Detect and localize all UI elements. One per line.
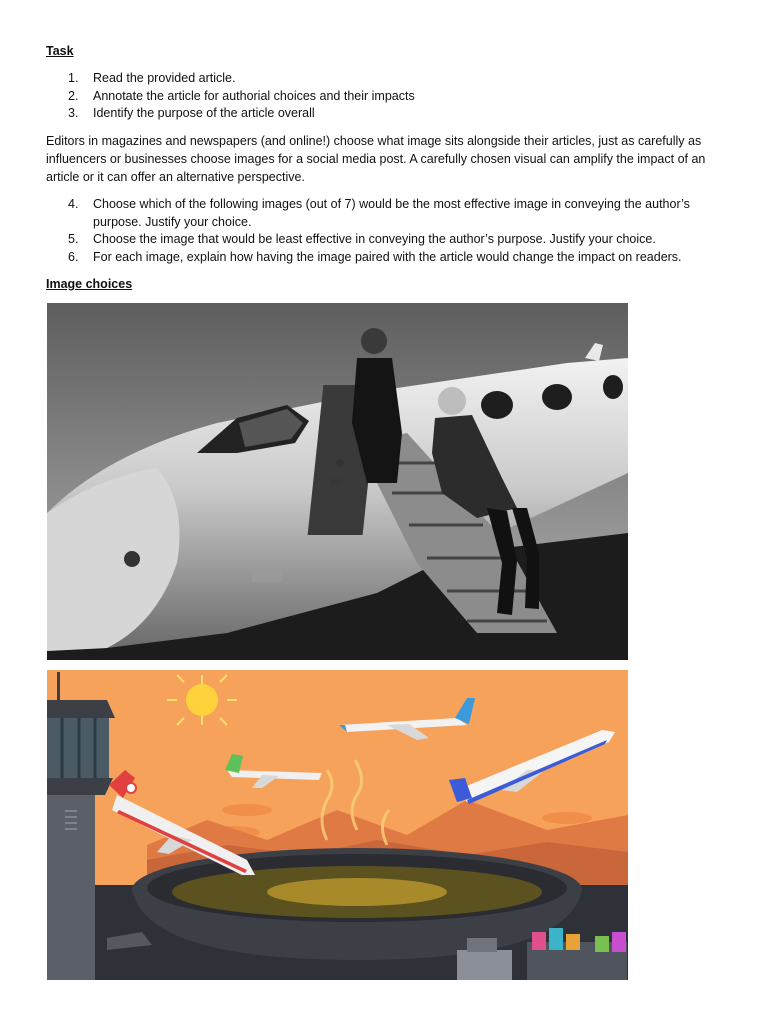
question-text: Choose which of the following images (out of 7) would be the most effective image in conveying the author’s purpose. Justify your choice. xyxy=(93,197,690,229)
task-list xyxy=(46,70,736,123)
question-number: 4. xyxy=(68,197,79,211)
image-choices-heading: Image choices xyxy=(46,277,133,291)
task-item xyxy=(46,88,736,106)
task-item-number: 1. xyxy=(68,71,79,85)
intro-paragraph: Editors in magazines and newspapers (and online!) choose what image sits alongside their articles, just as carefully as influencers or businesses choose images for a social media post. A carefully chosen visual can amplify the impact of an article or it can offer an alternative perspective. xyxy=(46,134,706,184)
plane-registration-text: PC xyxy=(331,478,343,487)
airport-illustration xyxy=(47,670,628,980)
task-item xyxy=(46,105,736,123)
jet-photo-image xyxy=(47,303,628,660)
task-item-text: Annotate the article for authorial choices and their impacts xyxy=(93,88,415,103)
question-text: Choose the image that would be least effective in conveying the author’s purpose. Justify your choice. xyxy=(93,232,656,247)
task-item-number: 3. xyxy=(68,106,79,121)
task-item-text: Read the provided article. xyxy=(93,71,236,85)
question-item xyxy=(46,196,736,231)
task-item-text: Identify the purpose of the article overall xyxy=(93,106,315,121)
question-number: 5. xyxy=(68,232,79,247)
question-text: For each image, explain how having the image paired with the article would change the impact on readers. xyxy=(93,249,682,264)
airport-frying-pan-image xyxy=(47,670,628,980)
task-heading: Task xyxy=(46,44,74,58)
question-number: 6. xyxy=(68,249,79,264)
question-item xyxy=(46,249,736,267)
question-list xyxy=(46,196,736,266)
jet-photo-illustration xyxy=(47,303,628,660)
task-item xyxy=(46,70,736,88)
question-item xyxy=(46,231,736,249)
task-item-number: 2. xyxy=(68,88,79,103)
